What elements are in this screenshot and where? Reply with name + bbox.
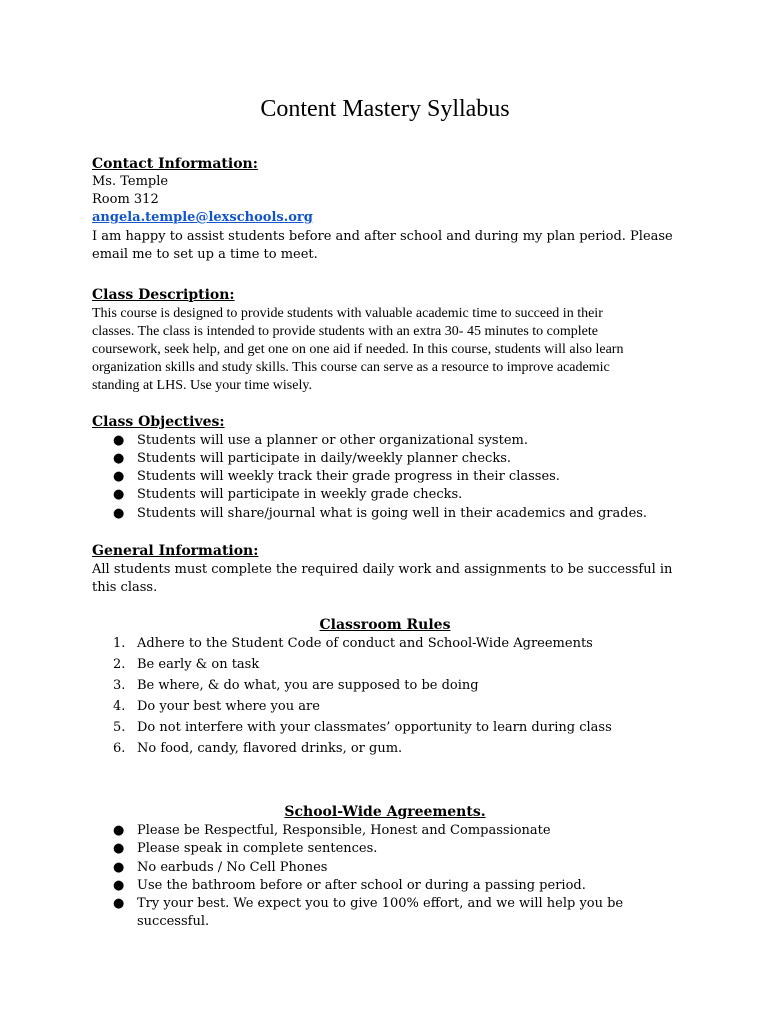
bullet-icon: ● bbox=[113, 469, 125, 484]
rule-text: Do not interfere with your classmates’ opportunity to learn during class bbox=[137, 720, 612, 735]
description-line: This course is designed to provide students with valuable academic time to succeed in their bbox=[92, 306, 603, 321]
rule-text: No food, candy, flavored drinks, or gum. bbox=[137, 741, 403, 756]
rule-number: 1. bbox=[113, 636, 126, 651]
agreement-text: Please be Respectful, Responsible, Honest and Compassionate bbox=[137, 823, 551, 838]
agreement-text: successful. bbox=[137, 914, 210, 929]
bullet-icon: ● bbox=[113, 487, 125, 502]
rule-text: Do your best where you are bbox=[137, 699, 320, 714]
description-line: standing at LHS. Use your time wisely. bbox=[92, 378, 312, 393]
agreement-text: Use the bathroom before or after school or during a passing period. bbox=[137, 878, 586, 893]
objective-text: Students will use a planner or other organizational system. bbox=[137, 433, 528, 448]
agreement-text: Please speak in complete sentences. bbox=[137, 841, 378, 856]
bullet-icon: ● bbox=[113, 433, 125, 448]
objectives-heading: Class Objectives: bbox=[92, 414, 225, 430]
rule-number: 6. bbox=[113, 741, 126, 756]
objective-text: Students will participate in weekly grade checks. bbox=[137, 487, 463, 502]
contact-email-link[interactable]: angela.temple@lexschools.org bbox=[92, 210, 313, 225]
rule-number: 3. bbox=[113, 678, 126, 693]
bullet-icon: ● bbox=[113, 841, 125, 856]
rules-heading: Classroom Rules bbox=[319, 617, 451, 633]
general-line-1: All students must complete the required daily work and assignments to be successful in bbox=[92, 562, 673, 577]
contact-note-line-1: I am happy to assist students before and after school and during my plan period. Please bbox=[92, 229, 673, 244]
bullet-icon: ● bbox=[113, 860, 125, 875]
contact-email-line bbox=[92, 209, 682, 227]
general-line-2: this class. bbox=[92, 580, 158, 595]
page-title: Content Mastery Syllabus bbox=[260, 96, 510, 122]
agreement-text: Try your best. We expect you to give 100% effort, and we will help you be bbox=[137, 896, 624, 911]
bullet-icon: ● bbox=[113, 878, 125, 893]
bullet-icon: ● bbox=[113, 451, 125, 466]
description-line: organization skills and study skills. This course can serve as a resource to improve academic bbox=[92, 360, 610, 375]
objective-text: Students will weekly track their grade progress in their classes. bbox=[137, 469, 560, 484]
objective-text: Students will participate in daily/weekly planner checks. bbox=[137, 451, 512, 466]
general-heading: General Information: bbox=[92, 543, 259, 559]
contact-room: Room 312 bbox=[92, 192, 159, 207]
contact-heading: Contact Information: bbox=[92, 156, 258, 172]
bullet-icon: ● bbox=[113, 896, 125, 911]
rule-number: 5. bbox=[113, 720, 126, 735]
rule-number: 4. bbox=[113, 699, 126, 714]
objective-text: Students will share/journal what is going well in their academics and grades. bbox=[137, 506, 648, 521]
description-line: coursework, seek help, and get one on one aid if needed. In this course, students will also learn bbox=[92, 342, 624, 357]
description-line: classes. The class is intended to provide students with an extra 30- 45 minutes to complete bbox=[92, 324, 598, 339]
bullet-icon: ● bbox=[113, 506, 125, 521]
rule-text: Be where, & do what, you are supposed to be doing bbox=[137, 678, 479, 693]
agreements-heading: School-Wide Agreements. bbox=[284, 804, 486, 820]
rule-text: Adhere to the Student Code of conduct and School-Wide Agreements bbox=[137, 636, 593, 651]
description-heading: Class Description: bbox=[92, 287, 235, 303]
contact-name: Ms. Temple bbox=[92, 174, 169, 189]
bullet-icon: ● bbox=[113, 823, 125, 838]
contact-note-line-2: email me to set up a time to meet. bbox=[92, 247, 318, 262]
rule-text: Be early & on task bbox=[137, 657, 260, 672]
rule-number: 2. bbox=[113, 657, 126, 672]
agreement-text: No earbuds / No Cell Phones bbox=[137, 860, 328, 875]
